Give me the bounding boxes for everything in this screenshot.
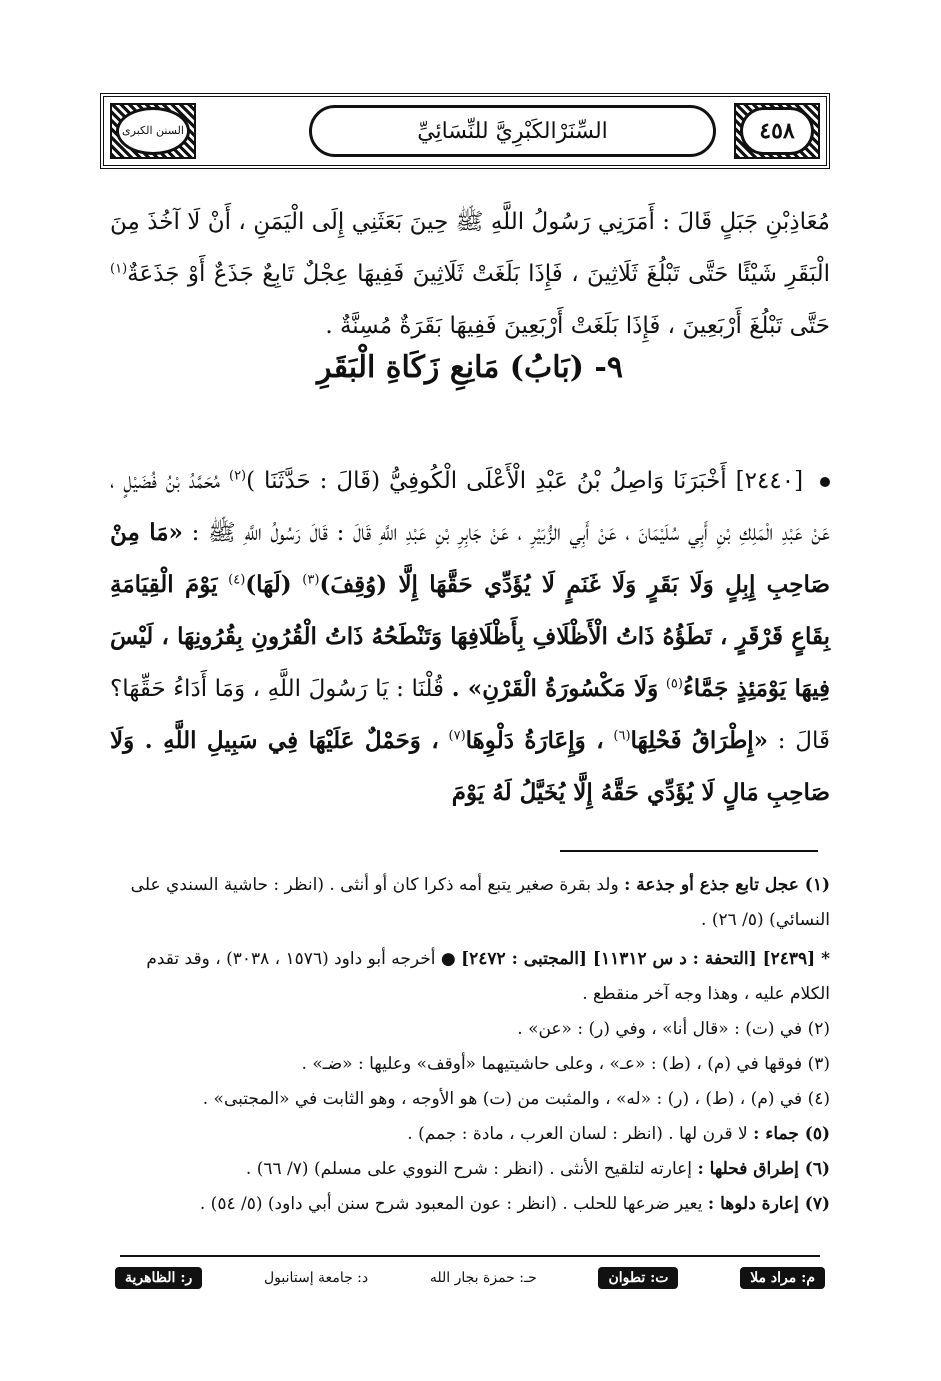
seal-text: السنن الكبرى — [122, 124, 184, 137]
footnote-ref: (٦) — [613, 728, 631, 744]
footnote-4 — [110, 1082, 830, 1117]
footnote-5 — [110, 1117, 830, 1152]
footnote-2 — [110, 1012, 830, 1047]
footer-divider — [120, 1255, 820, 1257]
footnote-ref: (٥) — [665, 676, 683, 692]
book-title: السِّنَرْالكَبْرِيَّ للنِّسَائِيِّ — [309, 105, 716, 157]
page-number: ٤٥٨ — [740, 107, 814, 155]
footnote-label: (٥) جماء : — [753, 1124, 830, 1144]
siglum-r: ر: الظاهرية — [115, 1267, 202, 1289]
hadith-matn-6: ، وَإِعَارَةُ دَلْوِهَا — [465, 727, 604, 754]
siglum-m: م: مراد ملا — [740, 1267, 825, 1289]
footnote-text: (٤) في (م) ، (ط) ، (ر) : «له» ، والمثبت من (ت) هو الأوجه ، وهو الثابت في «المجتبى» . — [202, 1089, 830, 1109]
footnote-label: (٧) إعارة دلوها : — [707, 1194, 830, 1214]
page-header — [100, 93, 830, 169]
paragraph-1-end: حَتَّى تَبْلُغَ أَرْبَعِينَ ، فَإِذَا بَلَغَتْ أَرْبَعِينَ فَفِيهَا بَقَرَةٌ مُسِنَّةٌ . — [325, 313, 830, 339]
footnotes — [110, 868, 830, 1222]
hadith-question: قُلْنَا : يَا رَسُولَ اللَّهِ ، وَمَا أَدَاءُ حَقِّهَا؟ قَالَ : — [110, 676, 831, 754]
chapter-heading: ٩- (بَابُ) مَانِعِ زَكَاةِ الْبَقَرِ — [317, 350, 623, 385]
footnote-divider — [560, 850, 818, 852]
footnote-1 — [110, 868, 830, 938]
siglum-t: ت: تطوان — [598, 1267, 678, 1289]
footnote-ref: (٢) — [228, 468, 247, 484]
footnote-text: (٢) في (ت) : «قال أنا» ، وفي (ر) : «عن» . — [517, 1019, 830, 1039]
footnote-label: (٦) إطراق فحلها : — [697, 1159, 830, 1179]
siglum-d: د: جامعة إستانبول — [263, 1270, 369, 1286]
footnote-text: ● أخرجه أبو داود (١٥٧٦ ، ٣٠٣٨) ، وقد تقدم الكلام عليه ، وهذا وجه آخر منقطع . — [146, 949, 830, 1004]
footnote-ref: (٤) — [228, 572, 246, 588]
hadith-chain-1: أَخْبَرَنَا وَاصِلُ بْنُ عَبْدِ الْأَعْلَى الْكُوفِيُّ (قَالَ : حَدَّثَنَا ) — [246, 468, 727, 494]
hadith-chain-2: مُحَمَّدُ بْنُ فُضَيْلٍ ، عَنْ عَبْدِ الْمَلِكِ بْنِ أَبِي سُلَيْمَانَ ، عَنْ أَبِي الزُّبَيْرِ ، عَنْ جَابِرِ بْنِ عَبْدِ اللَّهِ قَالَ : قَالَ رَسُولُ اللَّهِ ﷺ : — [110, 468, 830, 546]
hadith-matn-3: يَوْمَ الْقِيَامَةِ بِقَاعٍ قَرْقَرٍ ، تَطَؤُهُ ذَاتُ الْأَظْلَافِ بِأَظْلَافِهَا وَتَنْطَحُهُ ذَاتُ الْقُرُونِ بِقُرُونِهَا ، لَيْسَ فِيهَا يَوْمَئِذٍ جَمَّاءُ — [110, 571, 830, 702]
paragraph-1 — [110, 196, 830, 352]
hadith-matn-7: ، وَحَمْلٌ عَلَيْهَا فِي سَبِيلِ اللَّهِ . وَلَا صَاحِبِ مَالٍ لَا يُؤَدِّي حَقَّهُ إِلَّا يُخَيَّلُ لَهُ يَوْمَ — [110, 727, 830, 806]
bullet-icon — [820, 477, 830, 487]
footnote-ref: (١) — [110, 261, 128, 277]
footnote-text: لا قرن لها . (انظر : لسان العرب ، مادة : جمم) . — [407, 1124, 754, 1144]
seal-logo — [116, 107, 190, 155]
footnote-ref: (٧) — [448, 728, 466, 744]
hadith-matn-1: «مَا مِنْ صَاحِبِ إِبِلٍ وَلَا بَقَرٍ وَلَا غَنَمٍ لَا يُؤَدِّي حَقَّهَا إِلَّا (وُقِفَ) — [110, 519, 830, 598]
manuscript-sigla — [115, 1265, 825, 1291]
siglum-h: حـ: حمزة بجار الله — [429, 1270, 537, 1286]
footnote-7 — [110, 1187, 830, 1222]
footnote-text: يعير ضرعها للحلب . (انظر : عون المعبود شرح سنن أبي داود) (٥/ ٥٤) . — [199, 1194, 708, 1214]
paragraph-1-text: مُعَاذِبْنِ جَبَلٍ قَالَ : أَمَرَنِي رَسُولُ اللَّهِ ﷺ حِينَ بَعَثَنِي إِلَى الْيَمَنِ ، أَنْ لَا آخُذَ مِنَ الْبَقَرِ شَيْئًا حَتَّى تَبْلُغَ ثَلَاثِينَ ، فَإِذَا بَلَغَتْ ثَلَاثِينَ فَفِيهَا عِجْلٌ تَابِعٌ جَذَعٌ أَوْ جَذَعَةٌ — [110, 209, 830, 287]
footnote-text: (٣) فوقها في (م) ، (ط) : «عـ» ، وعلى حاشيتيهما «أوقف» وعليها : «ضـ» . — [301, 1054, 830, 1074]
footnote-label: * [٢٤٣٩] [التحفة : د س ١١٣١٢] [المجتبى : ٢٤٧٢] — [461, 949, 830, 969]
footnote-ref: (٣) — [302, 572, 320, 588]
footnote-text: إعارته لتلقيح الأنثى . (انظر : شرح النووي على مسلم) (٧/ ٦٦) . — [245, 1159, 698, 1179]
footnote-takhrij — [110, 942, 830, 1012]
footnote-6 — [110, 1152, 830, 1187]
hadith-matn-2: (لَهَا) — [245, 571, 292, 598]
hadith-number: [٢٤٤٠] — [735, 468, 804, 494]
footnote-text: ولد بقرة صغير يتبع أمه ذكرا كان أو أنثى . (انظر : حاشية السندي على النسائي) (٥/ ٢٦) . — [130, 875, 830, 930]
hadith-text — [110, 455, 830, 819]
footnote-3 — [110, 1047, 830, 1082]
footnote-label: (١) عجل تابع جذع أو جذعة : — [624, 875, 830, 895]
hadith-matn-5: «إِطْرَاقُ فَحْلِهَا — [630, 727, 769, 754]
hadith-matn-4: وَلَا مَكْسُورَةُ الْقَرْنِ» . — [451, 675, 659, 702]
